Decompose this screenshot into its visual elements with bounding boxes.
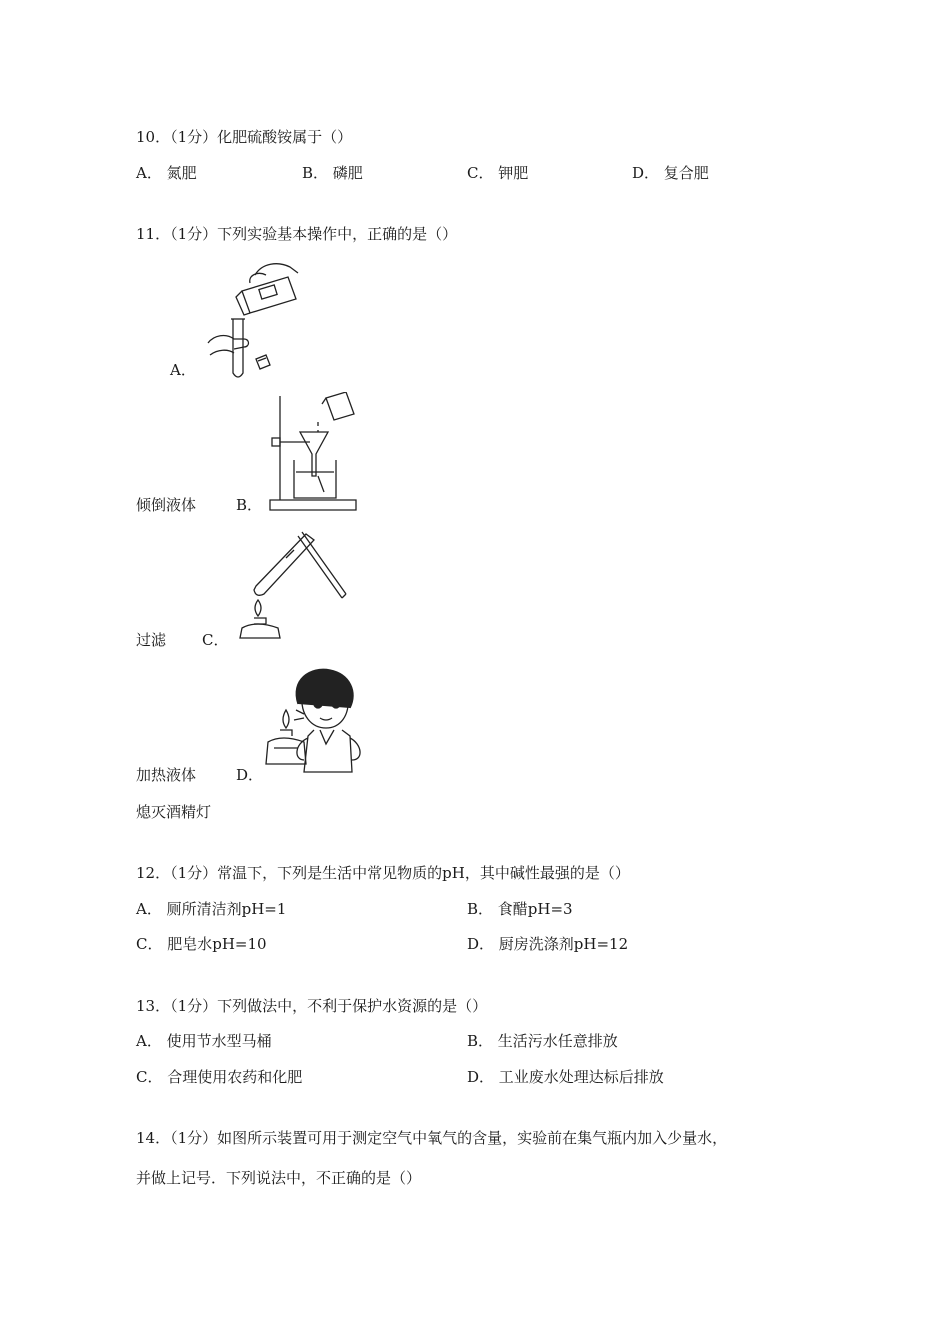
q11-option-d-label[interactable]: D． bbox=[236, 766, 264, 784]
q13-option-d[interactable]: D． 工业废水处理达标后排放 bbox=[467, 1068, 664, 1086]
q12-option-a[interactable]: A． 厕所清洁剂pH=1 bbox=[136, 900, 287, 918]
q11-option-a-caption: 倾倒液体 bbox=[136, 496, 197, 514]
q10-option-d[interactable]: D． 复合肥 bbox=[632, 164, 709, 182]
q11-option-c-caption: 加热液体 bbox=[136, 766, 197, 784]
q12-option-b[interactable]: B． 食醋pH=3 bbox=[467, 900, 573, 918]
q13-stem: 13．（1分）下列做法中，不利于保护水资源的是（） bbox=[136, 997, 488, 1015]
extinguish-lamp-figure bbox=[264, 664, 370, 776]
heating-liquid-figure bbox=[236, 528, 348, 640]
q12-option-d[interactable]: D． 厨房洗涤剂pH=12 bbox=[467, 935, 629, 953]
q13-option-c[interactable]: C． 合理使用农药和化肥 bbox=[136, 1068, 303, 1086]
q10-stem: 10．（1分）化肥硫酸铵属于（） bbox=[136, 128, 353, 146]
q10-option-a[interactable]: A． 氮肥 bbox=[136, 164, 197, 182]
q11-option-b-label[interactable]: B． bbox=[236, 496, 263, 514]
q11-option-a-label[interactable]: A． bbox=[170, 361, 196, 379]
q13-option-a[interactable]: A． 使用节水型马桶 bbox=[136, 1032, 272, 1050]
q13-option-b[interactable]: B． 生活污水任意排放 bbox=[467, 1032, 618, 1050]
q14-stem-line2: 并做上记号．下列说法中，不正确的是（） bbox=[136, 1169, 422, 1187]
q14-stem-line1: 14．（1分）如图所示装置可用于测定空气中氧气的含量，实验前在集气瓶内加入少量水， bbox=[136, 1129, 728, 1147]
q10-option-c[interactable]: C． 钾肥 bbox=[467, 164, 529, 182]
q11-option-b-caption: 过滤 bbox=[136, 631, 167, 649]
q12-option-c[interactable]: C． 肥皂水pH=10 bbox=[136, 935, 267, 953]
q11-option-c-label[interactable]: C． bbox=[202, 631, 229, 649]
pouring-liquid-figure bbox=[200, 255, 310, 380]
q10-option-b[interactable]: B． 磷肥 bbox=[302, 164, 363, 182]
q11-option-d-caption: 熄灭酒精灯 bbox=[136, 803, 212, 821]
filtration-figure bbox=[262, 392, 362, 517]
q11-stem: 11．（1分）下列实验基本操作中，正确的是（） bbox=[136, 225, 458, 243]
q12-stem: 12．（1分）常温下，下列是生活中常见物质的pH，其中碱性最强的是（） bbox=[136, 864, 630, 882]
